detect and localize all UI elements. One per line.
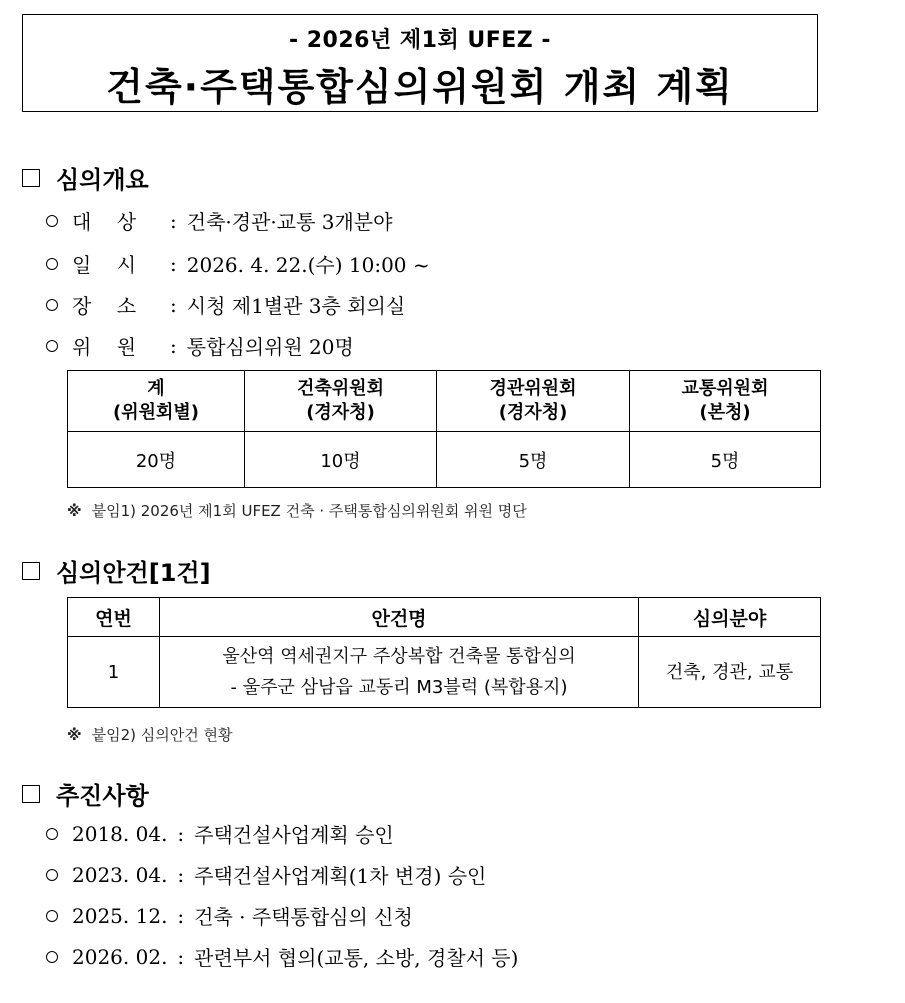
reference-mark: ※ <box>67 502 82 520</box>
colon: : <box>177 903 185 928</box>
colon: : <box>177 821 185 846</box>
progress-item <box>46 901 413 930</box>
square-bullet-icon <box>22 785 40 803</box>
square-bullet-icon <box>22 169 40 187</box>
circle-bullet-icon <box>46 828 58 840</box>
item-value: 2026. 4. 22.(수) 10:00 ~ <box>186 253 430 277</box>
reference-mark: ※ <box>67 726 82 744</box>
colon: : <box>177 944 185 969</box>
item-value: 시청 제1별관 3층 회의실 <box>186 294 406 318</box>
circle-bullet-icon <box>46 299 58 311</box>
colon: : <box>177 862 185 887</box>
progress-item <box>46 819 394 848</box>
section-title: 심의안건[1건] <box>56 559 211 587</box>
attachment-note-2 <box>67 724 232 745</box>
table-row <box>68 637 821 708</box>
section-agenda-heading <box>22 553 211 588</box>
section-overview-heading <box>22 160 149 195</box>
colon: : <box>170 292 177 317</box>
item-value: 건축·경관·교통 3개분야 <box>186 210 393 234</box>
item-key: 일 시 <box>72 253 137 277</box>
note-text: 붙임2) 심의안건 현황 <box>91 726 233 744</box>
overview-item-target <box>46 206 392 235</box>
overview-item-datetime <box>46 249 430 278</box>
circle-bullet-icon <box>46 340 58 352</box>
square-bullet-icon <box>22 562 40 580</box>
item-date: 2023. 04. <box>72 862 168 887</box>
item-value: 통합심의위원 20명 <box>186 335 354 359</box>
item-date: 2025. 12. <box>72 903 168 928</box>
circle-bullet-icon <box>46 258 58 270</box>
table-header-cell: 안건명 <box>160 598 639 637</box>
item-value: 건축 · 주택통합심의 신청 <box>194 905 413 929</box>
table-cell-field: 건축, 경관, 교통 <box>639 637 821 708</box>
circle-bullet-icon <box>46 215 58 227</box>
item-value: 관련부서 협의(교통, 소방, 경찰서 등) <box>194 946 519 970</box>
table-cell-no: 1 <box>68 637 160 708</box>
table-header-row <box>68 371 821 432</box>
table-header-cell: 계 (위원회별) <box>68 371 245 432</box>
overview-item-place <box>46 290 405 319</box>
table-header-cell: 심의분야 <box>639 598 821 637</box>
table-header-cell: 교통위원회 (본청) <box>630 371 821 432</box>
section-title: 추진사항 <box>56 782 149 810</box>
circle-bullet-icon <box>46 910 58 922</box>
section-title: 심의개요 <box>56 166 149 194</box>
item-value: 주택건설사업계획 승인 <box>194 823 394 847</box>
note-text: 붙임1) 2026년 제1회 UFEZ 건축 · 주택통합심의위원회 위원 명단 <box>91 502 527 520</box>
circle-bullet-icon <box>46 869 58 881</box>
colon: : <box>170 208 177 233</box>
item-key: 장 소 <box>72 294 137 318</box>
table-header-row <box>68 598 821 637</box>
document-title: 건축·주택통합심의위원회 개최 계획 <box>106 65 734 109</box>
item-key: 위 원 <box>72 335 137 359</box>
item-date: 2026. 02. <box>72 944 168 969</box>
item-key: 대 상 <box>72 210 137 234</box>
table-cell: 5명 <box>630 432 821 488</box>
colon: : <box>170 333 177 358</box>
table-header-cell: 경관위원회 (경자청) <box>437 371 630 432</box>
item-value: 주택건설사업계획(1차 변경) 승인 <box>194 864 487 888</box>
overview-item-members <box>46 331 354 360</box>
table-cell: 20명 <box>68 432 245 488</box>
title-box <box>22 14 818 112</box>
table-header-cell: 건축위원회 (경자청) <box>245 371 437 432</box>
table-row <box>68 432 821 488</box>
progress-item <box>46 860 486 889</box>
agenda-table <box>67 597 821 708</box>
progress-item <box>46 942 518 971</box>
item-date: 2018. 04. <box>72 821 168 846</box>
colon: : <box>170 251 177 276</box>
committee-members-table <box>67 370 821 488</box>
attachment-note-1 <box>67 500 527 521</box>
table-cell-name: 울산역 역세권지구 주상복합 건축물 통합심의 - 울주군 삼남읍 교동리 M3블럭 (복합용지) <box>160 637 639 708</box>
document-subtitle: - 2026년 제1회 UFEZ - <box>288 28 552 53</box>
table-header-cell: 연번 <box>68 598 160 637</box>
section-progress-heading <box>22 776 149 811</box>
table-cell: 5명 <box>437 432 630 488</box>
table-cell: 10명 <box>245 432 437 488</box>
circle-bullet-icon <box>46 951 58 963</box>
